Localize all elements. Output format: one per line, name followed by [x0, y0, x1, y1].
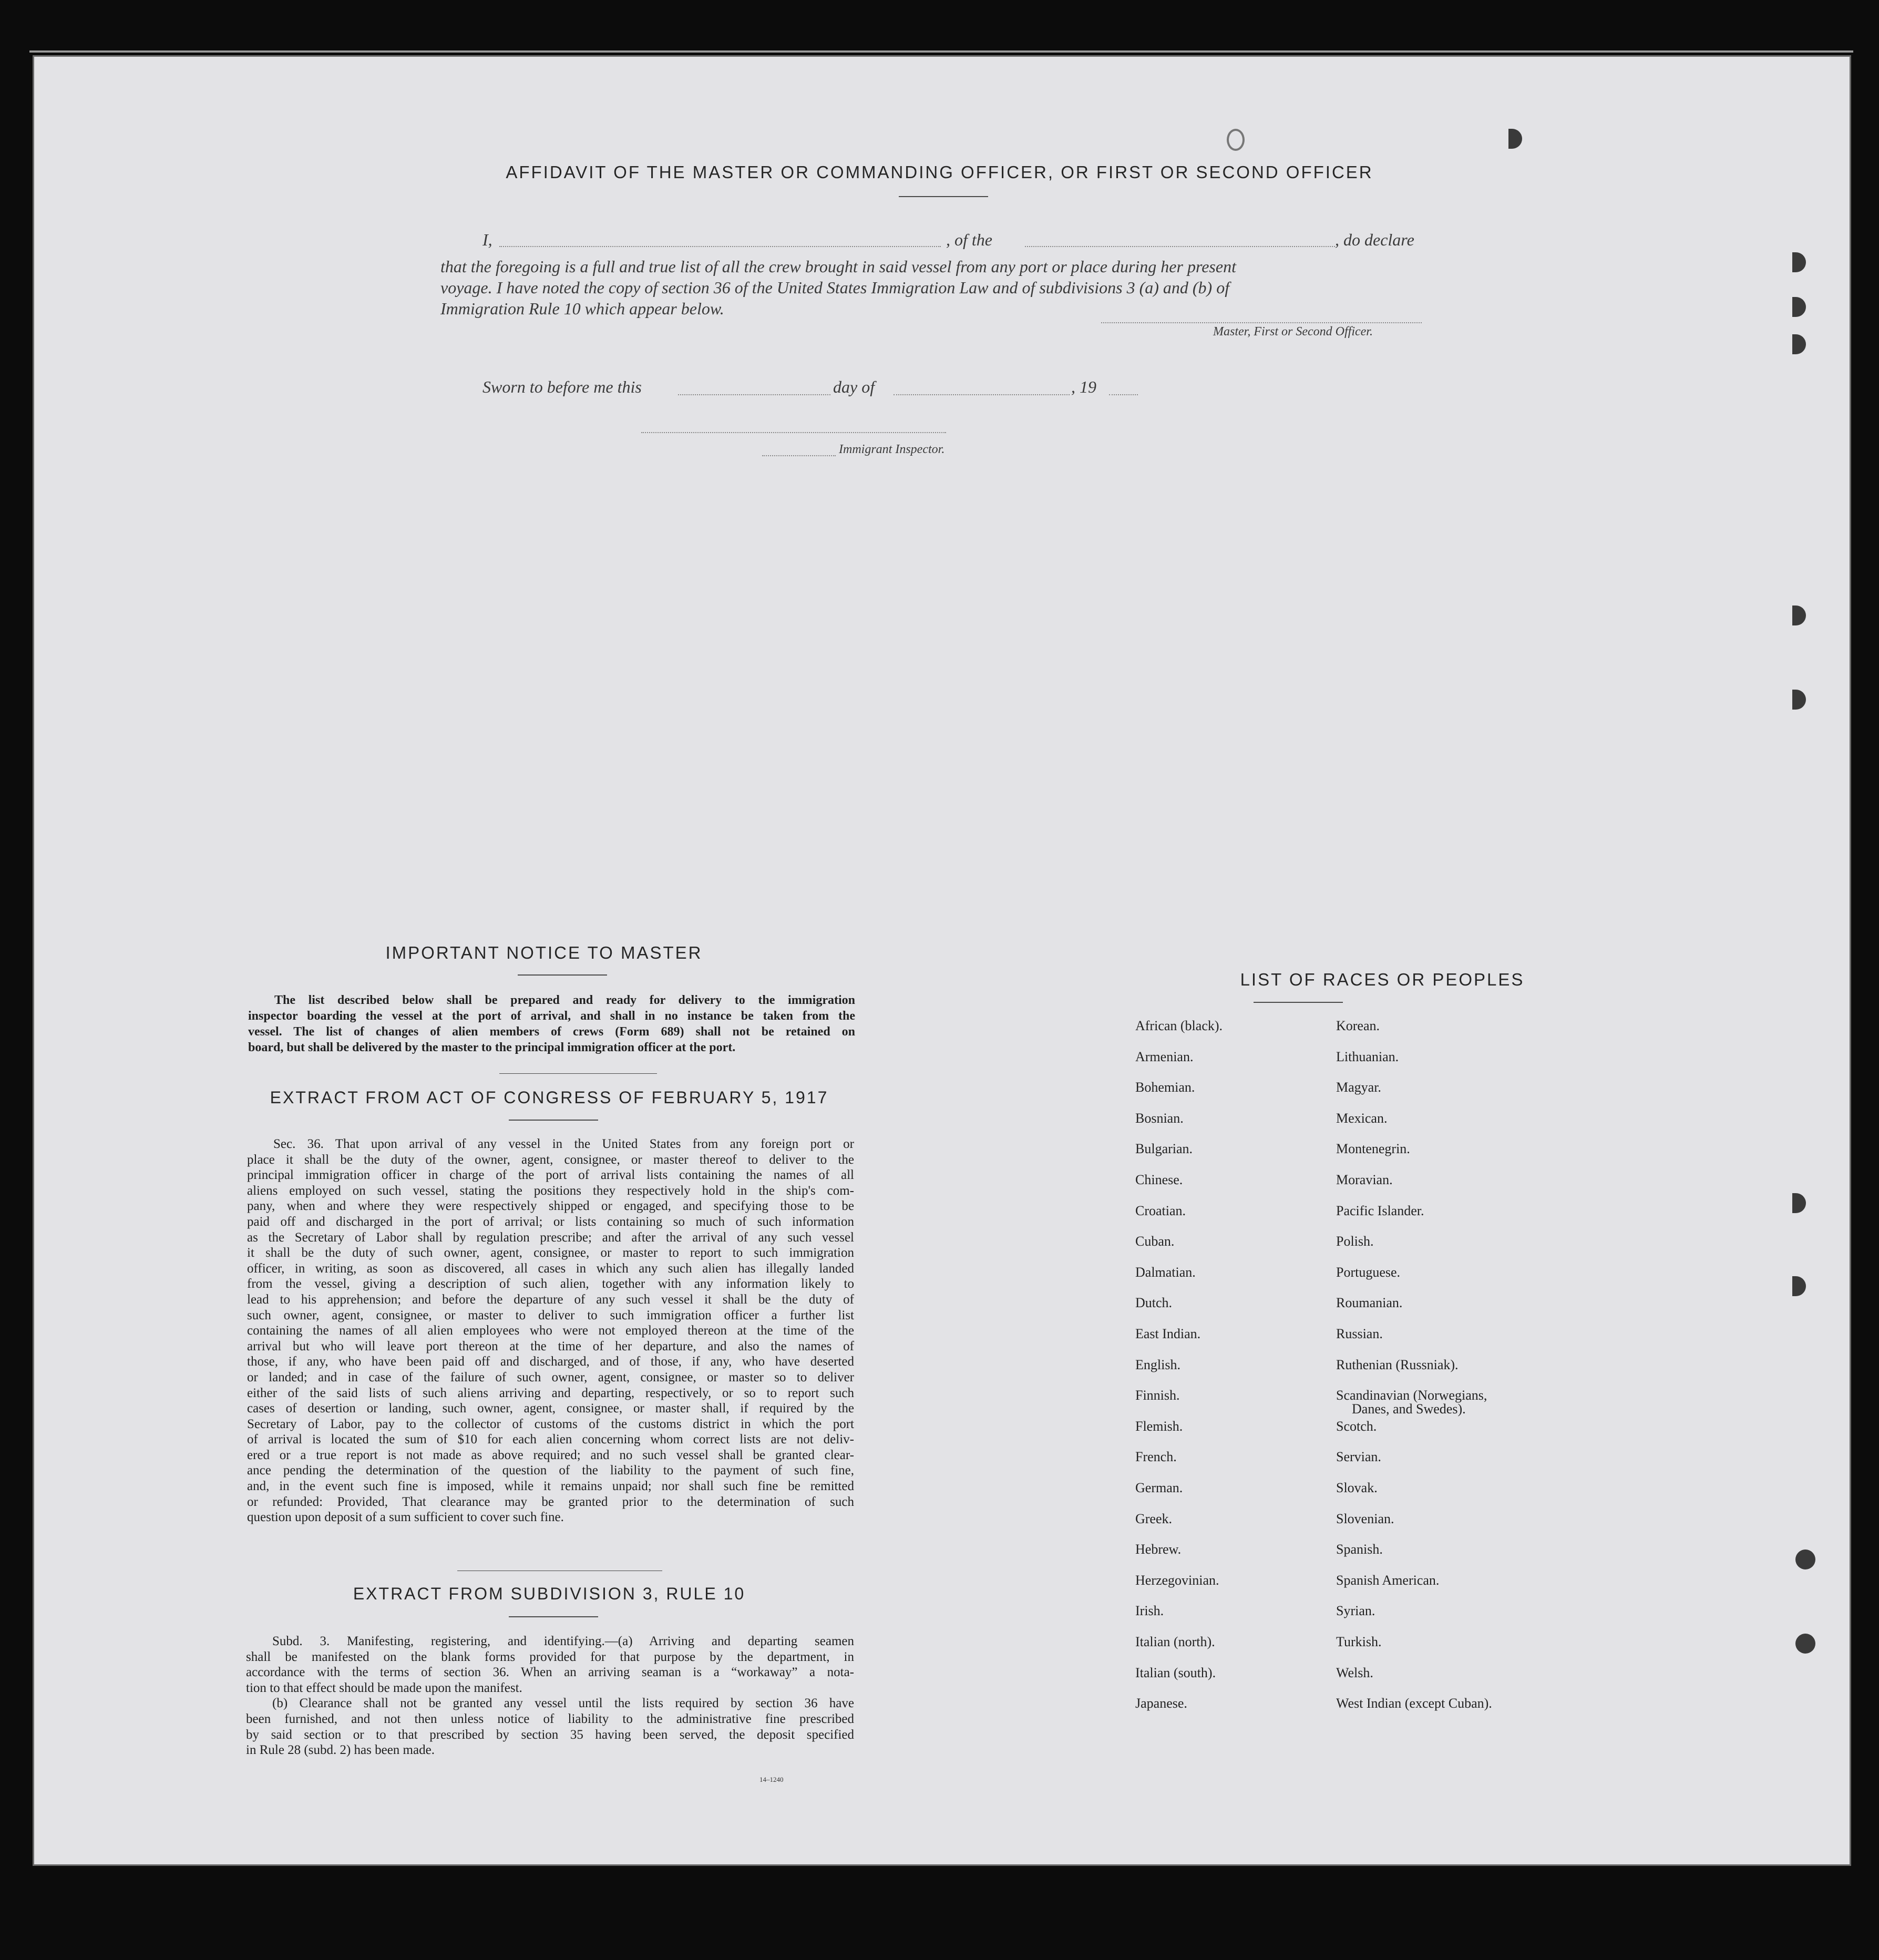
notice-title: IMPORTANT NOTICE TO MASTER [385, 943, 703, 962]
extract-rule-line: been furnished, and not then unless notice of liability to the administrative fine prescribed [246, 1711, 854, 1726]
extract-rule-line: Subd. 3. Manifesting, registering, and identifying.—(a) Arriving and departing seamen [272, 1634, 854, 1648]
notice-line: inspector boarding the vessel at the port of arrival, and shall in no instance be taken from the [248, 1009, 855, 1023]
extract-act-line: ance pending the determination of the question of the liability to the payment of such fine, [247, 1463, 854, 1478]
race-item: East Indian. [1135, 1326, 1201, 1341]
affidavit-title-rule [899, 196, 988, 197]
extract-rule-title-rule [509, 1616, 598, 1617]
affidavit-title: AFFIDAVIT OF THE MASTER OR COMMANDING OFFICER, OR FIRST OR SECOND OFFICER [506, 162, 1373, 182]
extract-act-line: officer, in writing, as soon as discovered, all cases in which any such alien has illegally landed [247, 1261, 854, 1276]
affidavit-vessel-blank[interactable] [1025, 246, 1335, 247]
extract-rule-line: tion to that effect should be made upon the manifest. [246, 1680, 522, 1695]
race-item: Spanish. [1336, 1542, 1383, 1557]
notice-line: vessel. The list of changes of alien members of crews (Form 689) shall not be retained on [248, 1025, 855, 1039]
race-item: Slovak. [1336, 1480, 1378, 1495]
extract-rule-text [246, 1634, 854, 1758]
race-item: Greek. [1135, 1511, 1173, 1526]
race-item: Cuban. [1135, 1234, 1175, 1249]
race-item: Lithuanian. [1336, 1049, 1399, 1064]
extract-act-line: paid off and discharged in the port of arrival; or lists containing so much of such information [247, 1214, 854, 1229]
extract-act-line: containing the names of all alien employees who were not employed thereon at the time of the [247, 1323, 854, 1338]
sworn-day-blank[interactable] [678, 394, 830, 395]
extract-act-line: or landed; and in case of the failure of such owner, agent, consignee, or master so to deliver [247, 1370, 854, 1384]
extract-act-title-rule [509, 1120, 598, 1121]
race-item: German. [1135, 1480, 1183, 1495]
extract-act-line: it shall be the duty of such owner, agent, consignee, or master to report to such immigration [247, 1246, 854, 1260]
extract-rule-line: by said section or to that prescribed by section 35 having been served, the deposit specified [246, 1727, 854, 1742]
notice-text [248, 992, 855, 1055]
race-item: Japanese. [1135, 1696, 1187, 1711]
extract-act-line: cases of desertion or landing, such owner, agent, consignee, or master shall, if required by the [247, 1401, 854, 1416]
race-item: Moravian. [1336, 1172, 1393, 1187]
races-title-rule [1254, 1002, 1343, 1003]
extract-rule-line: shall be manifested on the blank forms provided for that purpose by the department, in [246, 1649, 854, 1664]
extract-act-title: EXTRACT FROM ACT OF CONGRESS OF FEBRUARY 5, 1917 [270, 1088, 829, 1107]
inspector-signature-line-2 [762, 455, 836, 456]
extract-act-line: Secretary of Labor, pay to the collector of customs of the customs district in which the port [247, 1417, 854, 1431]
notice-line: The list described below shall be prepared and ready for delivery to the immigration [274, 993, 855, 1007]
extract-act-line: lead to his apprehension; and before the departure of any such vessel it shall be the duty of [247, 1292, 854, 1307]
race-item: Hebrew. [1135, 1542, 1182, 1557]
race-item: Russian. [1336, 1326, 1383, 1341]
sworn-line [0, 377, 1879, 398]
race-item: Portuguese. [1336, 1264, 1401, 1280]
affidavit-name-blank[interactable] [499, 246, 941, 247]
race-item: Armenian. [1135, 1049, 1194, 1064]
extract-rule-line: (b) Clearance shall not be granted any vessel until the lists required by section 36 have [272, 1696, 854, 1711]
extract-act-line: such owner, agent, consignee, or master to deliver to such immigration officer a further list [247, 1308, 854, 1322]
signature-line[interactable] [1101, 322, 1422, 323]
extract-act-line: from the vessel, giving a description of such alien, together with any information likely to [247, 1277, 854, 1291]
race-item: Finnish. [1135, 1388, 1180, 1403]
extract-act-line: and, in the event such fine is imposed, while it remains unpaid; nor shall such fine be remitted [247, 1479, 854, 1494]
race-item: Dutch. [1135, 1295, 1173, 1311]
extract-act-line: aliens employed on such vessel, stating the positions they respectively hold in the ship's com- [247, 1183, 854, 1198]
binder-hole [1795, 1549, 1815, 1569]
race-item: Polish. [1336, 1234, 1374, 1249]
notice-title-rule [518, 974, 607, 976]
notice-line: board, but shall be delivered by the master to the principal immigration officer at the port. [248, 1041, 736, 1054]
extract-act-line: Sec. 36. That upon arrival of any vessel in the United States from any foreign port or [273, 1137, 854, 1151]
extract-act-line: of arrival is located the sum of $10 for each alien concerning whom correct lists are not deliv- [247, 1432, 854, 1447]
extract-rule-line: in Rule 28 (subd. 2) has been made. [246, 1743, 435, 1758]
inspector-caption: Immigrant Inspector. [839, 443, 945, 456]
sworn-prefix: Sworn to before me this [482, 377, 642, 396]
affidavit-i: I, [482, 230, 492, 249]
notice-end-rule [499, 1073, 657, 1074]
extract-rule-line: accordance with the terms of section 36. When an arriving seaman is a “workaway” a nota- [246, 1665, 854, 1680]
signature-caption: Master, First or Second Officer. [1213, 325, 1373, 338]
extract-act-line: principal immigration officer in charge of the port of arrival lists containing the names of all [247, 1168, 854, 1183]
race-item: Irish. [1135, 1603, 1164, 1619]
binder-hole-ring [1227, 129, 1245, 151]
binder-hole [1795, 1634, 1815, 1654]
affidavit-of-the: , of the [946, 230, 992, 249]
extract-act-line: question upon deposit of a sum sufficient to cover such fine. [247, 1510, 564, 1525]
affidavit-line-1 [0, 230, 1879, 251]
inspector-signature-line[interactable] [641, 432, 946, 433]
race-item: Scotch. [1336, 1418, 1377, 1434]
sworn-year: , 19 [1071, 377, 1096, 396]
race-item: Italian (south). [1135, 1665, 1216, 1680]
extract-act-line: place it shall be the duty of the owner, agent, consignee, or master thereof to deliver to the [247, 1152, 854, 1167]
race-item: West Indian (except Cuban). [1336, 1696, 1492, 1711]
race-item: African (black). [1135, 1018, 1223, 1033]
extract-act-line: those, if any, who have been paid off and discharged, and of those, if any, who have deserted [247, 1354, 854, 1369]
extract-act-text [247, 1136, 854, 1525]
affidavit-do-declare: , do declare [1335, 230, 1414, 249]
race-item: Ruthenian (Russniak). [1336, 1357, 1459, 1372]
race-item-continuation: Danes, and Swedes). [1352, 1401, 1466, 1417]
race-item: Spanish American. [1336, 1572, 1440, 1588]
race-item: Bosnian. [1135, 1110, 1184, 1126]
extract-act-line: either of the said lists of such aliens arriving and departing, respectively, or so to report such [247, 1386, 854, 1400]
race-item: Herzegovinian. [1135, 1572, 1219, 1588]
race-item: Servian. [1336, 1449, 1381, 1465]
affidavit-line-3: voyage. I have noted the copy of section 36 of the United States Immigration Law and of subdivisions 3 (a) and (b) of [440, 278, 1230, 297]
race-item: Bulgarian. [1135, 1141, 1193, 1157]
extract-act-line: arrival but who will leave port thereon at the time of her departure, and also the names of [247, 1339, 854, 1353]
race-item: Italian (north). [1135, 1634, 1215, 1649]
sworn-month-blank[interactable] [894, 394, 1070, 395]
race-item: Slovenian. [1336, 1511, 1394, 1526]
race-item: Scandinavian (Norwegians, [1336, 1388, 1487, 1403]
extract-rule-title: EXTRACT FROM SUBDIVISION 3, RULE 10 [353, 1584, 746, 1603]
race-item: Flemish. [1135, 1418, 1183, 1434]
race-item: English. [1135, 1357, 1180, 1372]
form-number: 14–1240 [759, 1776, 784, 1783]
extract-act-line: pany, when and where they were respectively shipped or engaged, and specifying those to be [247, 1199, 854, 1214]
race-item: Montenegrin. [1336, 1141, 1410, 1157]
affidavit-line-4: Immigration Rule 10 which appear below. [440, 299, 724, 318]
race-item: Syrian. [1336, 1603, 1375, 1619]
race-item: Dalmatian. [1135, 1264, 1196, 1280]
race-item: Roumanian. [1336, 1295, 1403, 1311]
affidavit-line-2: that the foregoing is a full and true list of all the crew brought in said vessel from any port or place during her present [440, 257, 1236, 276]
race-item: Mexican. [1336, 1110, 1388, 1126]
races-title: LIST OF RACES OR PEOPLES [1240, 970, 1525, 989]
race-item: French. [1135, 1449, 1177, 1465]
extract-act-line: or refunded: Provided, That clearance may be granted prior to the determination of such [247, 1494, 854, 1509]
race-item: Chinese. [1135, 1172, 1183, 1187]
race-item: Pacific Islander. [1336, 1203, 1424, 1218]
race-item: Croatian. [1135, 1203, 1186, 1218]
race-item: Welsh. [1336, 1665, 1373, 1680]
race-item: Bohemian. [1135, 1080, 1195, 1095]
extract-act-line: ered or a true report is not made as above required; and no such vessel shall be granted clear- [247, 1448, 854, 1462]
sworn-day-of: day of [833, 377, 875, 396]
extract-act-line: as the Secretary of Labor shall by regulation prescribe; and after the arrival of any such vessel [247, 1230, 854, 1245]
sworn-year-blank[interactable] [1109, 394, 1138, 395]
race-item: Magyar. [1336, 1080, 1381, 1095]
race-item: Turkish. [1336, 1634, 1382, 1649]
race-item: Korean. [1336, 1018, 1380, 1033]
